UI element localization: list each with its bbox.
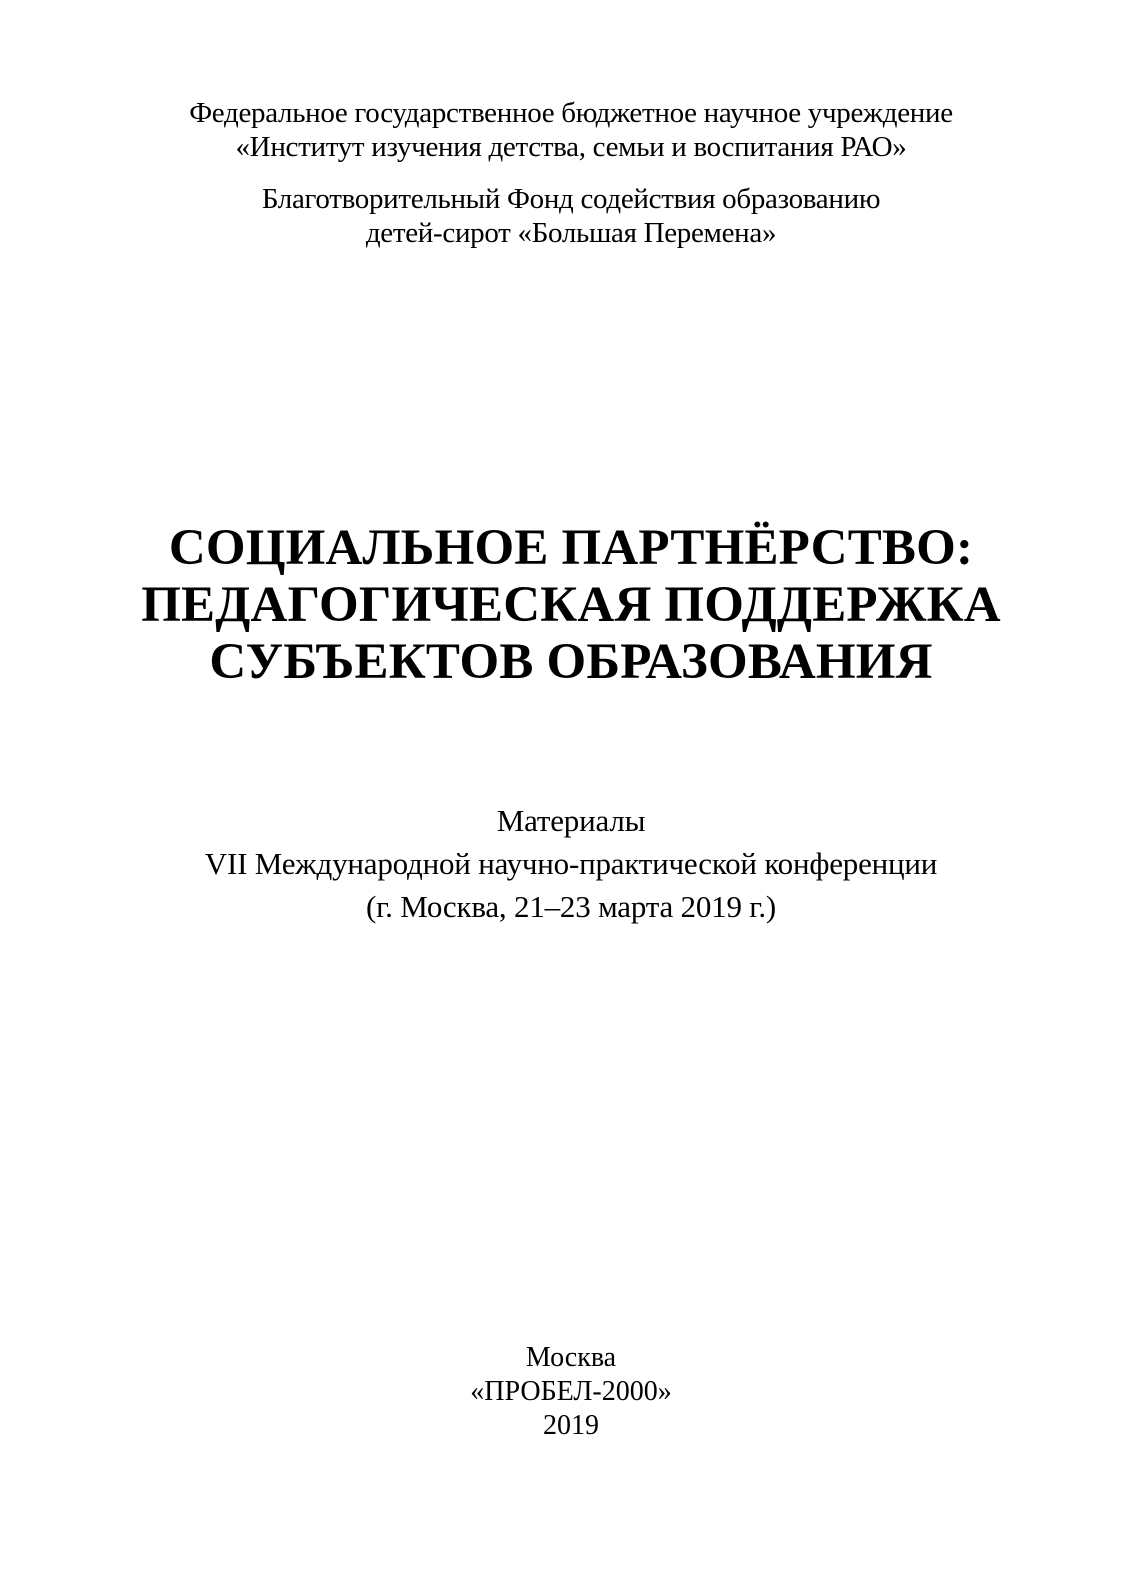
title-line: ПЕДАГОГИЧЕСКАЯ ПОДДЕРЖКА (141, 577, 1001, 633)
organization-line: Федеральное государственное бюджетное научное учреждение (189, 97, 953, 129)
organization-foundation (0, 182, 1142, 250)
organization-line: детей-сирот «Большая Перемена» (365, 217, 777, 249)
document-title (0, 520, 1142, 691)
subtitle-line: (г. Москва, 21–23 марта 2019 г.) (366, 889, 776, 924)
title-line: СОЦИАЛЬНОЕ ПАРТНЁРСТВО: (168, 520, 974, 576)
document-subtitle (0, 799, 1142, 928)
subtitle-line: VII Международной научно-практической конференции (204, 846, 938, 881)
organization-line: «Институт изучения детства, семьи и воспитания РАО» (235, 131, 907, 163)
organization-institute (0, 96, 1142, 164)
imprint-city: Москва (525, 1342, 617, 1373)
subtitle-line: Материалы (496, 803, 646, 838)
imprint (0, 1341, 1142, 1443)
organization-line: Благотворительный Фонд содействия образованию (261, 183, 881, 215)
title-line: СУБЪЕКТОВ ОБРАЗОВАНИЯ (209, 634, 933, 690)
imprint-publisher: «ПРОБЕЛ-2000» (470, 1376, 672, 1407)
imprint-year: 2019 (543, 1410, 599, 1441)
